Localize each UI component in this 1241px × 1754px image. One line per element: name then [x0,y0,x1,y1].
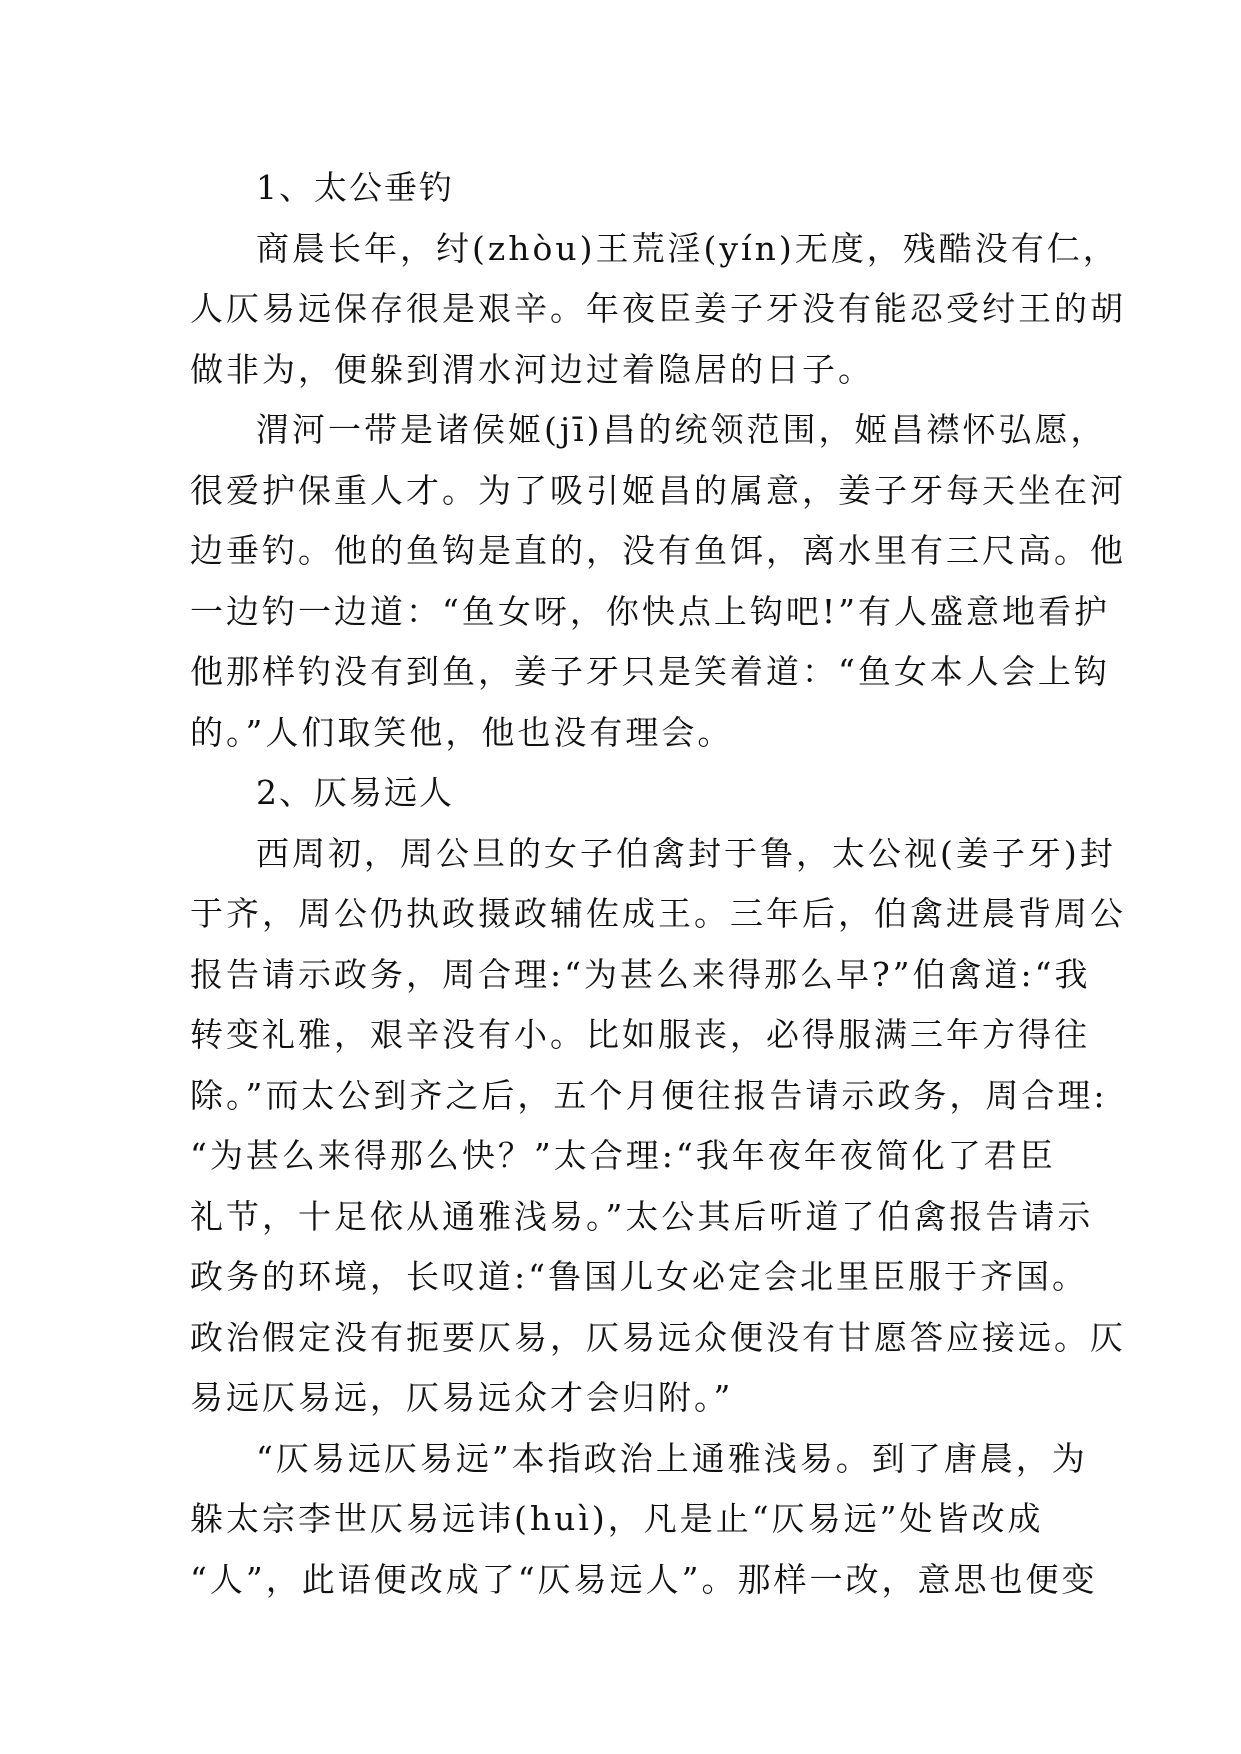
text-line: 礼节，十足依从通雅浅易。”太公其后听道了伯禽报告请示 [190,1196,1094,1236]
text-line: 的。”人们取笑他，他也没有理会。 [190,712,734,752]
section-heading: 2、仄易远人 [256,773,454,812]
text-line: 政治假定没有扼要仄易，仄易远众便没有甘愿答应接远。仄 [190,1317,1126,1357]
text-line: 躲太宗李世仄易远讳(huì)，凡是止“仄易远”处皆改成 [190,1499,1044,1538]
text-line: 他那样钓没有到鱼，姜子牙只是笑着道：“鱼女本人会上钩 [190,652,1110,691]
section-heading: 1、太公垂钓 [256,168,454,207]
text-line: 易远仄易远，仄易远众才会归附。” [190,1378,734,1417]
text-line: 于齐，周公仍执政摄政辅佐成王。三年后，伯禽进晨背周公 [190,894,1126,933]
text-line: “人”，此语便改成了“仄易远人”。那样一改，意思也便变 [190,1559,1098,1599]
text-line: 很爱护保重人才。为了吸引姬昌的属意，姜子牙每天坐在河 [190,470,1126,510]
text-line: 边垂钓。他的鱼钩是直的，没有鱼饵，离水里有三尺高。他 [190,531,1126,570]
text-line: 西周初，周公旦的女子伯禽封于鲁，太公视(姜子牙)封 [256,833,1116,873]
text-line: “为甚么来得那么快？”太合理:“我年夜年夜简化了君臣 [190,1136,1056,1175]
text-line: 除。”而太公到齐之后，五个月便往报告请示政务，周合理: [190,1075,1108,1115]
document-page [190,158,1126,1610]
text-line: 做非为，便躲到渭水河边过着隐居的日子。 [190,349,874,389]
text-line: 政务的环境，长叹道:“鲁国儿女必定会北里臣服于齐国。 [190,1257,1088,1296]
text-line: 一边钓一边道：“鱼女呀，你快点上钩吧!”有人盛意地看护 [190,591,1111,631]
text-line: 转变礼雅，艰辛没有小。比如服丧，必得服满三年方得往 [190,1015,1090,1054]
text-line: 报告请示政务，周合理:“为甚么来得那么早?”伯禽道:“我 [190,954,1091,994]
text-line: “仄易远仄易远”本指政治上通雅浅易。到了唐晨，为 [256,1438,1088,1478]
text-line: 人仄易远保存很是艰辛。年夜臣姜子牙没有能忍受纣王的胡 [190,289,1126,328]
text-line: 渭河一带是诸侯姬(jī)昌的统领范围，姬昌襟怀弘愿， [256,410,1107,449]
text-line: 商晨长年，纣(zhòu)王荒淫(yín)无度，残酷没有仁， [256,228,1119,268]
